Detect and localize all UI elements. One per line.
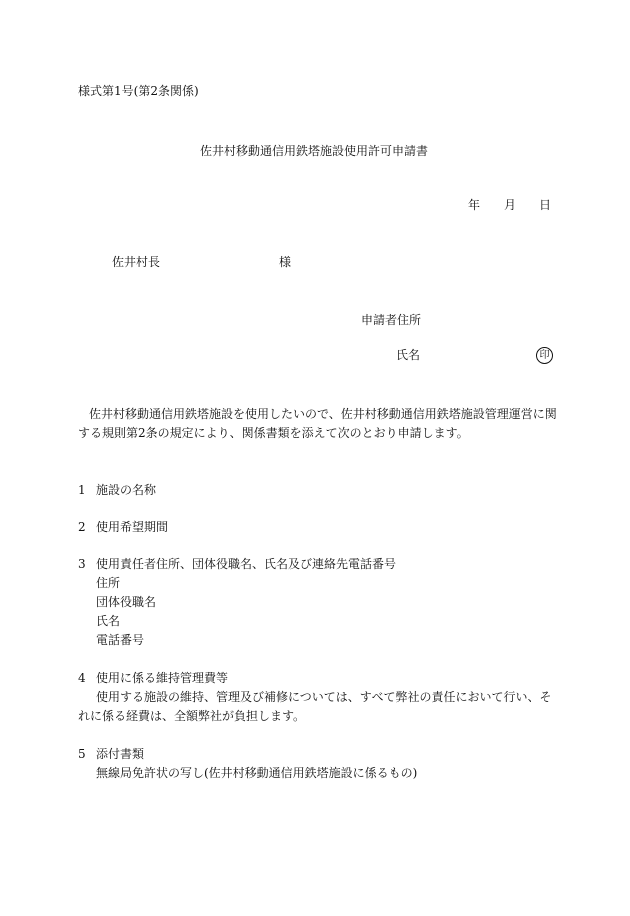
item-4-text-1: 使用する施設の維持、管理及び補修については、すべて弊社の責任において行い、そ bbox=[96, 690, 552, 704]
item-4-number: 4 bbox=[78, 671, 86, 685]
document-title: 佐井村移動通信用鉄塔施設使用許可申請書 bbox=[200, 144, 429, 158]
seal-mark: 印 bbox=[536, 347, 553, 364]
item-3-sub-phone: 電話番号 bbox=[96, 633, 145, 647]
date-month: 月 bbox=[504, 198, 517, 212]
item-5-label: 添付書類 bbox=[96, 747, 145, 761]
item-1-label: 施設の名称 bbox=[96, 483, 157, 497]
applicant-name-label: 氏名 bbox=[396, 348, 421, 362]
item-4-text-2: れに係る経費は、全額弊社が負担します。 bbox=[78, 709, 306, 723]
date-day: 日 bbox=[539, 198, 552, 212]
item-2-label: 使用希望期間 bbox=[96, 520, 169, 534]
body-line-1: 佐井村移動通信用鉄塔施設を使用したいので、佐井村移動通信用鉄塔施設管理運営に関 bbox=[89, 407, 557, 421]
item-3-sub-address: 住所 bbox=[96, 576, 121, 590]
applicant-address-label: 申請者住所 bbox=[361, 313, 422, 327]
addressee-name: 佐井村長 bbox=[112, 255, 161, 269]
date-year: 年 bbox=[468, 198, 481, 212]
item-3-number: 3 bbox=[78, 557, 86, 571]
item-2-number: 2 bbox=[78, 520, 86, 534]
addressee-honorific: 様 bbox=[279, 255, 292, 269]
item-3-sub-name: 氏名 bbox=[96, 614, 121, 628]
form-number: 様式第1号(第2条関係) bbox=[78, 84, 199, 98]
item-3-sub-position: 団体役職名 bbox=[96, 595, 157, 609]
item-5-text-1: 無線局免許状の写し(佐井村移動通信用鉄塔施設に係るもの) bbox=[96, 766, 418, 780]
body-line-2: する規則第2条の規定により、関係書類を添えて次のとおり申請します。 bbox=[78, 426, 469, 440]
item-4-label: 使用に係る維持管理費等 bbox=[96, 671, 229, 685]
item-1-number: 1 bbox=[78, 483, 86, 497]
item-5-number: 5 bbox=[78, 747, 86, 761]
item-3-label: 使用責任者住所、団体役職名、氏名及び連絡先電話番号 bbox=[96, 557, 397, 571]
